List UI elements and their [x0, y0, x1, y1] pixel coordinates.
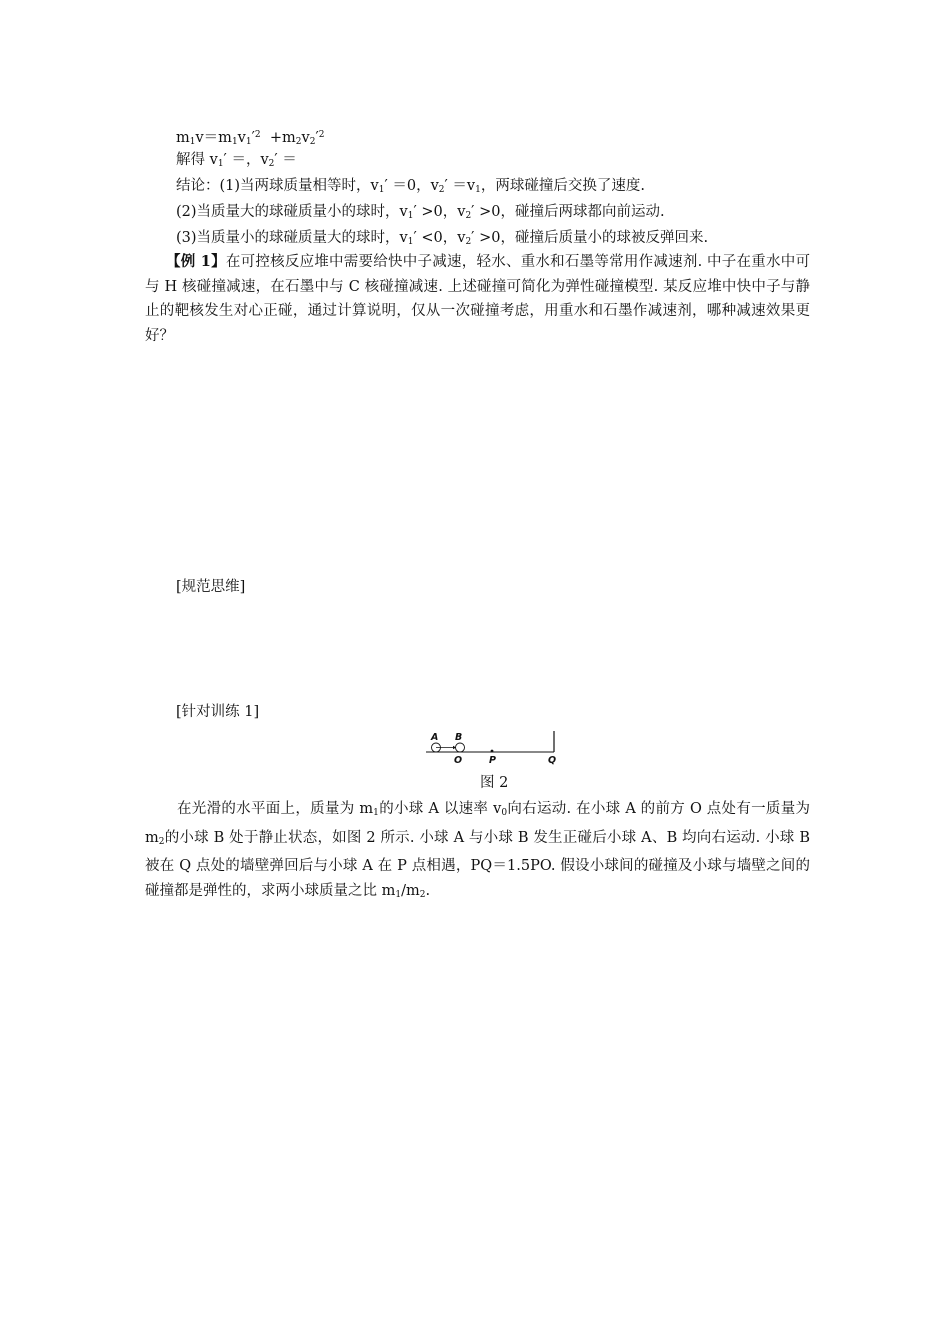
- collision-figure: [424, 729, 564, 769]
- label-q: Q: [548, 755, 557, 766]
- ball-b: [456, 743, 465, 752]
- section-zhendui: [针对训练 1]: [176, 704, 260, 720]
- example-1: [145, 250, 810, 348]
- label-a: A: [431, 732, 439, 743]
- label-b: B: [455, 732, 463, 743]
- conclusion-2: (2)当质量大的球碰质量小的球时，$v_1' >0$，$v_2' >0$，碰撞后两球都向前运动.: [176, 204, 665, 221]
- figure-caption: 图 2: [480, 775, 509, 791]
- example-text: 在可控核反应堆中需要给快中子减速，轻水、重水和石墨等常用作减速剂. 中子在重水中可与 H 核碰撞减速，在石墨中与 C 核碰撞减速. 上述碰撞可简化为弹性碰撞模型. 某反应堆中快中子与静止的靶核发生对心正碰，通过计算说明，仅从一次碰撞考虑，用重水和石墨作减速剂，哪种减速效果更好？: [145, 254, 811, 344]
- section-guifan: [规范思维]: [176, 579, 246, 595]
- label-p: P: [489, 755, 496, 766]
- example-label: 【例 1】: [166, 253, 226, 270]
- problem-text: 在光滑的水平面上，质量为 $m_1$的小球 A 以速率 $v_0$向右运动. 在小球 A 的前方 O 点处有一质量为 $m_2$的小球 B 处于静止状态，如图 2 所示. 小球 A 与小球 B 发生正碰后小球 A、B 均向右运动. 小球 B 被在 Q 点处的墙壁弹回后与小球 A 在 P 点相遇，PQ＝1.5PO. 假设小球间的碰撞及小球与墙壁之间的碰撞都是弹性的，求两小球质量之比 $m_1/m_2$.: [145, 801, 811, 900]
- conclusion-1: 结论：(1)当两球质量相等时，$v_1' =0$，$v_2' =v_1$，两球碰撞后交换了速度.: [176, 178, 645, 195]
- momentum-equation: $m_1v=m_1v_1'^2 +m_2v_2'^2$: [176, 130, 325, 147]
- point-p-dot: [491, 750, 494, 753]
- solution-line: 解得 $v_1'$ ＝，$v_2'$ ＝: [176, 152, 297, 169]
- label-o: O: [454, 755, 463, 766]
- conclusion-3: (3)当质量小的球碰质量大的球时，$v_1' <0$，$v_2' >0$，碰撞后质量小的球被反弹回来.: [176, 230, 709, 247]
